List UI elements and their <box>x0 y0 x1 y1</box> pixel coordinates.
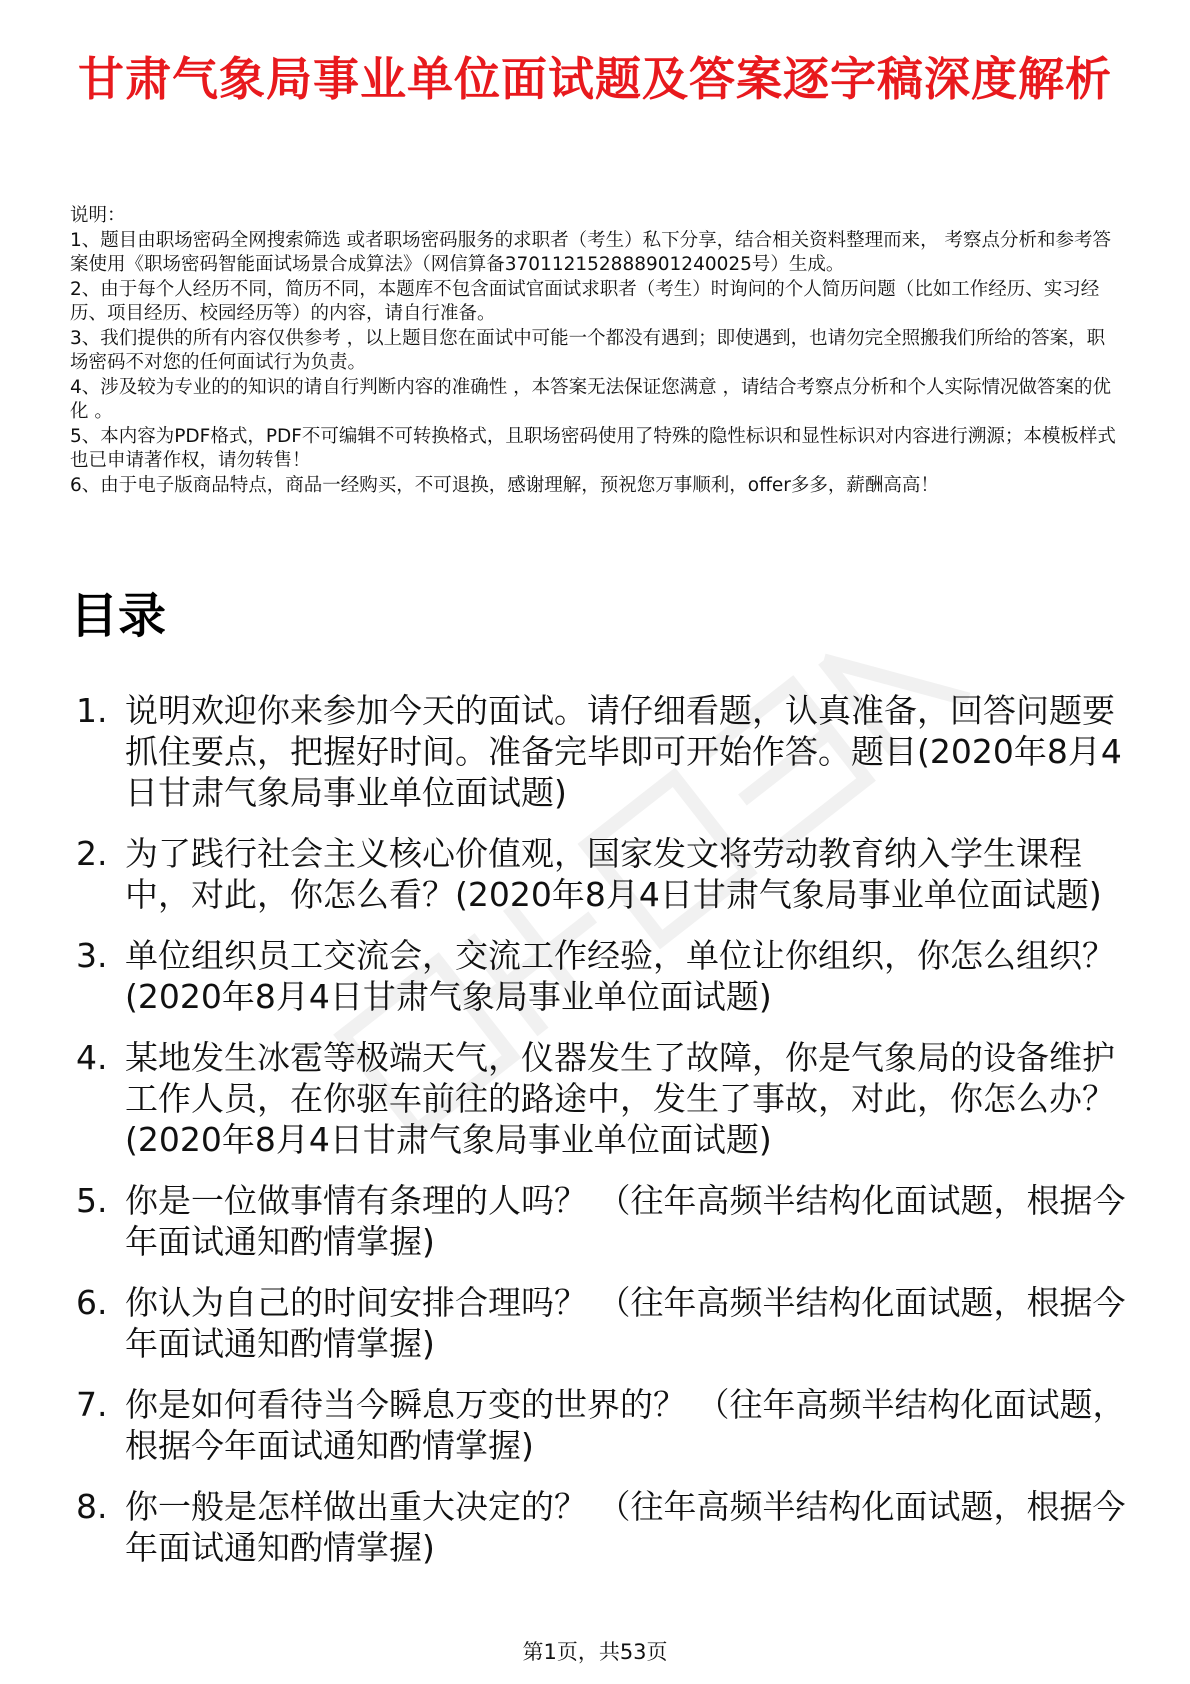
toc-item-number: 7. <box>76 1385 108 1424</box>
toc-item-number: 2. <box>76 834 108 873</box>
toc-item-text: 你是一位做事情有条理的人吗？ （往年高频半结构化面试题，根据今年面试通知酌情掌握) <box>125 1181 1126 1261</box>
toc-item-number: 8. <box>76 1487 108 1526</box>
note-item: 5、本内容为PDF格式，PDF不可编辑不可转换格式，且职场密码使用了特殊的隐性标识和显性标识对内容进行溯源；本模板样式也已申请著作权，请勿转售！ <box>70 425 1116 471</box>
toc-item-text: 为了践行社会主义核心价值观，国家发文将劳动教育纳入学生课程中，对此，你怎么看？(2020年8月4日甘肃气象局事业单位面试题) <box>125 834 1102 914</box>
document-title: 甘肃气象局事业单位面试题及答案逐字稿深度解析 <box>78 52 1112 106</box>
notes-section <box>70 204 1120 498</box>
toc-item-number: 1. <box>76 691 108 730</box>
toc-item[interactable] <box>70 690 1130 813</box>
notes-heading: 说明： <box>70 205 126 226</box>
toc-item[interactable] <box>70 1486 1130 1568</box>
toc-item-text: 某地发生冰雹等极端天气，仪器发生了故障，你是气象局的设备维护工作人员，在你驱车前往的路途中，发生了事故，对此，你怎么办？(2020年8月4日甘肃气象局事业单位面试题) <box>125 1038 1115 1159</box>
note-item: 6、由于电子版商品特点，商品一经购买，不可退换，感谢理解，预祝您万事顺利，offer多多，薪酬高高！ <box>70 474 939 496</box>
toc-item[interactable] <box>70 1384 1130 1466</box>
toc-item-number: 4. <box>76 1038 108 1077</box>
toc-item-text: 单位组织员工交流会，交流工作经验，单位让你组织，你怎么组织？(2020年8月4日甘肃气象局事业单位面试题) <box>125 936 1115 1016</box>
note-item: 1、题目由职场密码全网搜索筛选 或者职场密码服务的求职者（考生）私下分享，结合相关资料整理而来， 考察点分析和参考答案使用《职场密码智能面试场景合成算法》（网信算备370112152888901240025号）生成。 <box>70 229 1112 275</box>
toc-heading: 目录 <box>70 588 167 644</box>
page-footer: 第1页，共53页 <box>522 1640 668 1664</box>
toc-item-text: 说明欢迎你来参加今天的面试。请仔细看题，认真准备，回答问题要抓住要点，把握好时间。准备完毕即可开始作答。题目(2020年8月4日甘肃气象局事业单位面试题) <box>125 691 1122 812</box>
toc-item[interactable] <box>70 1037 1130 1160</box>
toc-item[interactable] <box>70 1180 1130 1262</box>
toc-item[interactable] <box>70 1282 1130 1364</box>
toc-item[interactable] <box>70 935 1130 1017</box>
toc-item-text: 你认为自己的时间安排合理吗？ （往年高频半结构化面试题，根据今年面试通知酌情掌握) <box>125 1283 1126 1363</box>
toc-item-number: 6. <box>76 1283 108 1322</box>
note-item: 3、我们提供的所有内容仅供参考 ，以上题目您在面试中可能一个都没有遇到；即使遇到，也请勿完全照搬我们所给的答案，职场密码不对您的任何面试行为负责。 <box>70 327 1106 373</box>
toc-item-text: 你是如何看待当今瞬息万变的世界的？ （往年高频半结构化面试题，根据今年面试通知酌情掌握) <box>125 1385 1126 1465</box>
toc-item-text: 你一般是怎样做出重大决定的？ （往年高频半结构化面试题，根据今年面试通知酌情掌握) <box>125 1487 1126 1567</box>
note-item: 4、涉及较为专业的的知识的请自行判断内容的准确性 ，本答案无法保证您满意 ，请结合考察点分析和个人实际情况做答案的优化 。 <box>70 376 1112 422</box>
note-item: 2、由于每个人经历不同，简历不同，本题库不包含面试官面试求职者（考生）时询问的个人简历问题（比如工作经历、实习经历、项目经历、校园经历等）的内容，请自行准备。 <box>70 278 1100 324</box>
toc-item-number: 5. <box>76 1181 108 1220</box>
toc-item[interactable] <box>70 833 1130 915</box>
toc-item-number: 3. <box>76 936 108 975</box>
toc-list <box>70 690 1130 1588</box>
